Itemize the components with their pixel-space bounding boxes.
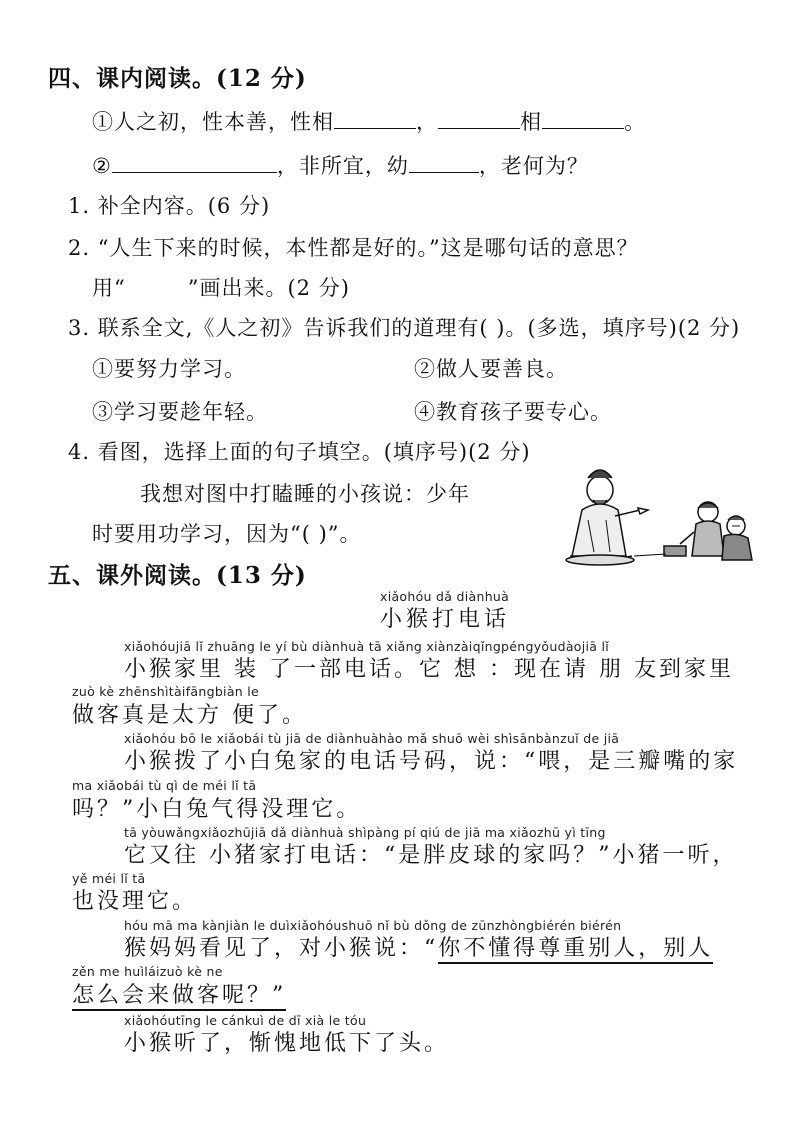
option-2: ②做人要善良。: [414, 357, 568, 381]
fill-line-2: [92, 150, 589, 180]
p1-pinyin-1: xiǎohóujiā lǐ zhuāng le yí bù diànhuà tā xiǎng xiànzàiqǐngpéngyǒudàojiā lǐ: [124, 639, 610, 654]
fill-line-2-text-a: ②: [92, 154, 112, 178]
p5-pinyin-1: xiǎohóutīng le cánkuì de dī xià le tóu: [124, 1013, 367, 1028]
p1-text-2: 做客真是太方 便了。: [72, 703, 307, 728]
section4-title: 四、课内阅读。(12 分): [48, 65, 307, 92]
p3-text-2: 也没理它。: [72, 889, 198, 914]
question-2-instruction-b: ”画出来。(2 分): [187, 276, 350, 300]
p3-text-1: 它又往 小猪家打电话：“是胖皮球的家吗？”小猪一听，: [124, 843, 738, 868]
question-3: 3. 联系全文,《人之初》告诉我们的道理有( )。(多选，填序号)(2 分): [68, 316, 741, 340]
p2-pinyin-2: ma xiǎobái tù qì de méi lǐ tā: [72, 778, 257, 793]
option-3: ③学习要趁年轻。: [92, 400, 268, 424]
wavy-line-sample: [126, 276, 188, 300]
p4-pinyin-2: zěn me huìláizuò kè ne: [72, 964, 223, 979]
blank-3[interactable]: [542, 110, 624, 129]
p1-pinyin-2: zuò kè zhēnshìtàifāngbiàn le: [72, 684, 260, 699]
p2-text-2: 吗？”小白兔气得没理它。: [72, 797, 362, 822]
p3-pinyin-2: yě méi lǐ tā: [72, 871, 146, 886]
section5-title: 五、课外阅读。(13 分): [48, 562, 307, 589]
story-title: 小猴打电话: [380, 607, 511, 632]
teacher-student-illustration: [560, 460, 760, 570]
question-4-text-1: 我想对图中打瞌睡的小孩说：少年: [140, 482, 470, 506]
question-4-text-2: 时要用功学习，因为“( )”。: [92, 522, 362, 546]
fill-line-1-text-a: ①人之初，性本善，性相: [92, 110, 334, 134]
blank-2[interactable]: [438, 110, 520, 129]
question-2: 2. “人生下来的时候，本性都是好的。”这是哪句话的意思？: [68, 236, 639, 260]
question-2-instruction: [92, 272, 350, 302]
p4-underlined-sentence-2: 怎么会来做客呢？”: [72, 983, 286, 1011]
question-4: 4. 看图，选择上面的句子填空。(填序号)(2 分): [68, 440, 531, 464]
p4-text-2: [72, 978, 286, 1009]
p4-text-1a: 猴妈妈看见了，对小猴说：“: [124, 936, 439, 961]
blank-5[interactable]: [409, 154, 479, 173]
blank-1[interactable]: [334, 110, 416, 129]
p2-pinyin-1: xiǎohóu bō le xiǎobái tù jiā de diànhuàhào mǎ shuō wèi shìsānbànzuǐ de jiā: [124, 731, 620, 746]
fill-line-1-text-c: 相: [520, 110, 542, 134]
p1-text-1: 小猴家里 装 了一部电话。它 想 ：现在请 朋 友到家里: [124, 657, 734, 682]
fill-line-1: [92, 106, 646, 136]
story-title-pinyin: xiǎohóu dǎ diànhuà: [380, 589, 510, 604]
blank-4[interactable]: [112, 154, 277, 173]
p4-text-1: [124, 931, 713, 962]
question-2-instruction-a: 用“: [92, 276, 126, 300]
option-1: ①要努力学习。: [92, 357, 246, 381]
p4-underlined-sentence: 你不懂得尊重别人，别人: [438, 936, 713, 964]
p4-pinyin-1: hóu mā ma kànjiàn le duìxiǎohóushuō nǐ bù dǒng de zūnzhòngbiérén biérén: [124, 918, 622, 933]
p3-pinyin-1: tā yòuwǎngxiǎozhūjiā dǎ diànhuà shìpàng pí qiú de jiā ma xiǎozhū yì tīng: [124, 825, 606, 840]
fill-line-1-text-b: ，: [416, 110, 438, 134]
p2-text-1: 小猴拨了小白兔家的电话号码，说：“喂，是三瓣嘴的家: [124, 749, 739, 774]
fill-line-2-text-c: ，老何为？: [478, 154, 589, 178]
question-1: 1. 补全内容。(6 分): [68, 194, 271, 218]
p5-text-1: 小猴听了，惭愧地低下了头。: [124, 1031, 450, 1056]
option-4: ④教育孩子要专心。: [414, 400, 612, 424]
fill-line-1-text-d: 。: [624, 110, 646, 134]
fill-line-2-text-b: ，非所宜，幼: [276, 154, 409, 178]
